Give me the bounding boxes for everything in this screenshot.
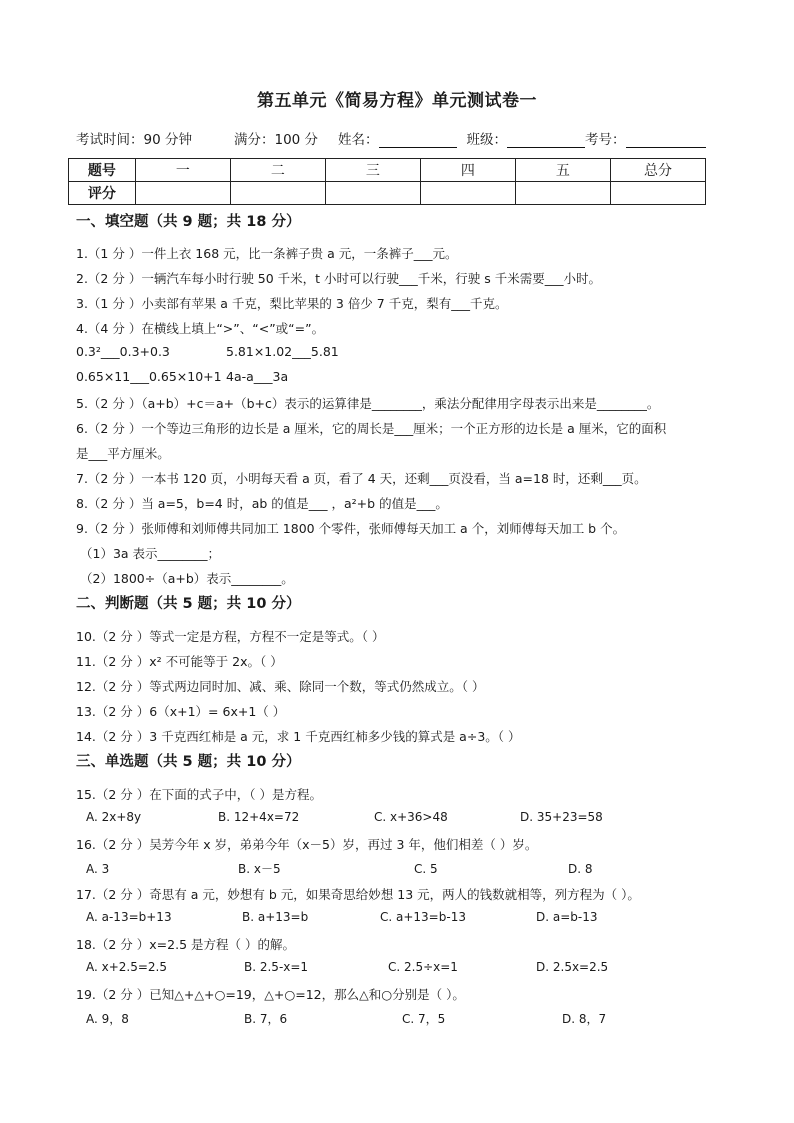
class-label: 班级：: [466, 132, 507, 148]
score-table: [68, 158, 706, 205]
question-15: 15.（2 分 ）在下面的式子中，（ ）是方程。: [76, 787, 323, 802]
question-4-row-2: [76, 369, 288, 384]
option-d[interactable]: D. 2.5x=2.5: [536, 960, 609, 974]
option-a[interactable]: A. 2x+8y: [86, 810, 142, 824]
score-table-score-row: [69, 182, 706, 205]
question-4-item: 4a-a___3a: [226, 369, 289, 384]
section-heading-judge: 二、判断题（共 5 题；共 10 分）: [76, 596, 301, 612]
question-11: 11.（2 分 ）x² 不可能等于 2x。（ ）: [76, 654, 283, 669]
question-4: 4.（4 分 ）在横线上填上“>”、“<”或“=”。: [76, 321, 325, 336]
table-cell: 总分: [610, 159, 705, 182]
option-d[interactable]: D. 35+23=58: [520, 810, 603, 824]
option-b[interactable]: B. 12+4x=72: [218, 810, 300, 824]
option-d[interactable]: D. a=b-13: [536, 910, 598, 924]
full-score: 满分：100 分: [234, 132, 319, 148]
option-a[interactable]: A. 3: [86, 862, 110, 876]
exam-time: 考试时间：90 分钟: [76, 132, 192, 148]
question-6-line-1: 6.（2 分 ）一个等边三角形的边长是 a 厘米，它的周长是___厘米；一个正方形的边长是 a 厘米，它的面积: [76, 421, 667, 436]
question-12: 12.（2 分 ）等式两边同时加、减、乘、除同一个数，等式仍然成立。（ ）: [76, 679, 485, 694]
option-b[interactable]: B. a+13=b: [242, 910, 309, 924]
question-18-options: [86, 960, 608, 974]
option-b[interactable]: B. 2.5-x=1: [244, 960, 309, 974]
table-cell: 四: [420, 159, 515, 182]
option-a[interactable]: A. a-13=b+13: [86, 910, 172, 924]
score-entry-cell[interactable]: [325, 182, 420, 205]
exam-title: 第五单元《简易方程》单元测试卷一: [257, 91, 537, 111]
option-b[interactable]: B. x－5: [238, 862, 281, 876]
option-a[interactable]: A. 9，8: [86, 1012, 129, 1026]
table-cell: 一: [135, 159, 230, 182]
score-entry-cell[interactable]: [515, 182, 610, 205]
question-3: 3.（1 分 ）小卖部有苹果 a 千克，梨比苹果的 3 倍少 7 千克，梨有___千克。: [76, 296, 508, 311]
class-blank[interactable]: [507, 133, 585, 148]
question-17-options: [86, 910, 598, 924]
question-9-part-1: （1）3a 表示________；: [80, 546, 221, 561]
question-9-part-2: （2）1800÷（a+b）表示________。: [80, 571, 294, 586]
score-table-header-row: [69, 159, 706, 182]
table-cell: 三: [325, 159, 420, 182]
question-5: 5.（2 分 ）（a+b）+c＝a+（b+c）表示的运算律是________，乘法分配律用字母表示出来是________。: [76, 396, 660, 411]
question-9: 9.（2 分 ）张师傅和刘师傅共同加工 1800 个零件，张师傅每天加工 a 个，刘师傅每天加工 b 个。: [76, 521, 626, 536]
question-18: 18.（2 分 ）x=2.5 是方程（ ）的解。: [76, 937, 295, 952]
table-cell: 二: [230, 159, 325, 182]
name-label: 姓名：: [338, 132, 379, 148]
score-entry-cell[interactable]: [135, 182, 230, 205]
question-4-item: 5.81×1.02___5.81: [226, 344, 339, 359]
option-c[interactable]: C. a+13=b-13: [380, 910, 466, 924]
option-c[interactable]: C. 2.5÷x=1: [388, 960, 458, 974]
score-entry-cell[interactable]: [230, 182, 325, 205]
option-b[interactable]: B. 7，6: [244, 1012, 288, 1026]
option-a[interactable]: A. x+2.5=2.5: [86, 960, 168, 974]
question-1: 1.（1 分 ）一件上衣 168 元，比一条裤子贵 a 元，一条裤子___元。: [76, 246, 458, 261]
question-16: 16.（2 分 ）吴芳今年 x 岁，弟弟今年（x－5）岁，再过 3 年，他们相差（ ）岁。: [76, 837, 538, 852]
question-4-item: 0.65×11___0.65×10+1: [76, 369, 222, 384]
score-entry-cell[interactable]: [610, 182, 705, 205]
question-13: 13.（2 分 ）6（x+1）= 6x+1（ ）: [76, 704, 286, 719]
score-entry-cell[interactable]: [420, 182, 515, 205]
option-c[interactable]: C. x+36>48: [374, 810, 448, 824]
id-blank[interactable]: [626, 133, 706, 148]
question-17: 17.（2 分 ）奇思有 a 元，妙想有 b 元，如果奇思给妙想 13 元，两人的钱数就相等，列方程为（ ）。: [76, 887, 640, 902]
option-c[interactable]: C. 5: [414, 862, 438, 876]
question-16-options: [86, 860, 593, 877]
option-c[interactable]: C. 7，5: [402, 1012, 446, 1026]
id-label: 考号：: [585, 132, 626, 148]
question-10: 10.（2 分 ）等式一定是方程，方程不一定是等式。（ ）: [76, 629, 385, 644]
exam-info-row: [76, 128, 726, 148]
question-19: 19.（2 分 ）已知△+△+○=19，△+○=12，那么△和○分别是（ ）。: [76, 987, 465, 1002]
question-8: 8.（2 分 ）当 a=5，b=4 时，ab 的值是___ ，a²+b 的值是___。: [76, 496, 448, 511]
table-cell: 五: [515, 159, 610, 182]
question-15-options: [86, 810, 603, 824]
table-cell: 评分: [69, 182, 136, 205]
question-14: 14.（2 分 ）3 千克西红柿是 a 元，求 1 千克西红柿多少钱的算式是 a÷3。（ ）: [76, 729, 521, 744]
name-blank[interactable]: [379, 133, 457, 148]
section-heading-fill: 一、填空题（共 9 题；共 18 分）: [76, 214, 301, 230]
option-d[interactable]: D. 8，7: [562, 1012, 607, 1026]
question-4-item: 0.3²___0.3+0.3: [76, 344, 170, 359]
table-cell: 题号: [69, 159, 136, 182]
question-6-line-2: 是___平方厘米。: [76, 446, 170, 461]
section-heading-choice: 三、单选题（共 5 题；共 10 分）: [76, 754, 301, 770]
option-d[interactable]: D. 8: [568, 862, 593, 876]
question-7: 7.（2 分 ）一本书 120 页，小明每天看 a 页，看了 4 天，还剩___页没看，当 a=18 时，还剩___页。: [76, 471, 647, 486]
question-2: 2.（2 分 ）一辆汽车每小时行驶 50 千米，t 小时可以行驶___千米，行驶 s 千米需要___小时。: [76, 271, 602, 286]
question-4-row-1: [76, 344, 339, 359]
question-19-options: [86, 1010, 606, 1027]
